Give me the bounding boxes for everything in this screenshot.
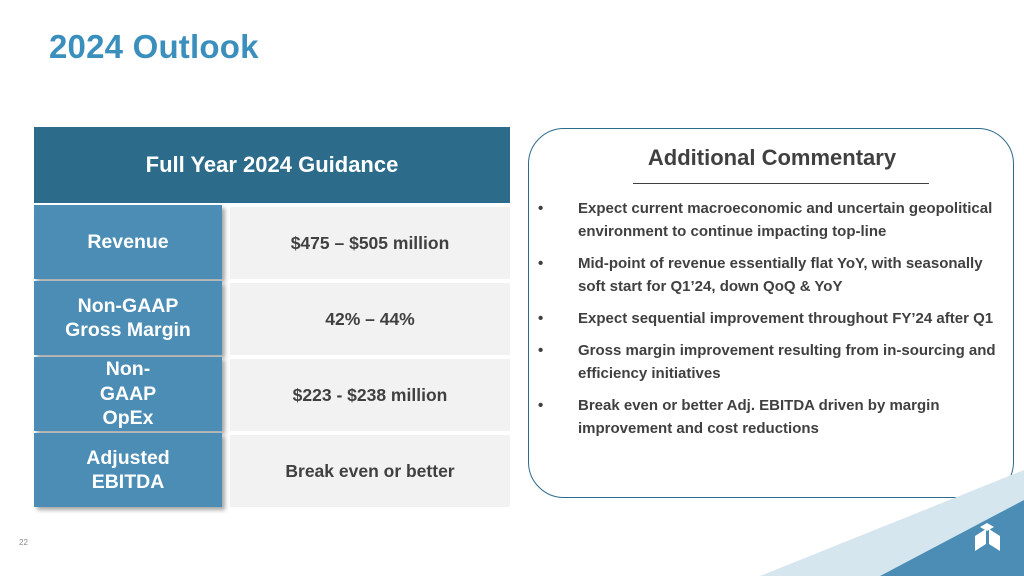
commentary-divider — [633, 183, 929, 184]
list-item — [529, 197, 1015, 243]
list-item — [529, 252, 1015, 298]
bullet-icon: • — [538, 255, 544, 272]
list-item-text: Mid-point of revenue essentially flat YoY, with seasonally soft start for Q1’24, down QoQ & YoY — [578, 255, 983, 295]
guidance-row-adjusted-ebitda — [34, 433, 510, 507]
guidance-label: Non-GAAP Gross Margin — [34, 281, 222, 355]
commentary-panel — [528, 128, 1014, 498]
list-item — [529, 339, 1015, 385]
bullet-icon: • — [538, 310, 544, 327]
list-item-text: Expect current macroeconomic and uncertain geopolitical environment to continue impacting top-line — [578, 200, 993, 240]
guidance-row-opex — [34, 357, 510, 431]
list-item-text: Expect sequential improvement throughout FY’24 after Q1 — [578, 310, 994, 327]
bullet-icon: • — [538, 342, 544, 359]
list-item — [529, 307, 1015, 330]
page-number: 22 — [19, 538, 28, 547]
page-title: 2024 Outlook — [49, 28, 259, 65]
guidance-value: Break even or better — [230, 435, 510, 507]
guidance-value: $223 - $238 million — [230, 359, 510, 431]
list-item-text: Gross margin improvement resulting from in-sourcing and efficiency initiatives — [578, 342, 996, 382]
guidance-row-gross-margin — [34, 281, 510, 355]
bullet-icon: • — [538, 397, 544, 414]
commentary-title: Additional Commentary — [647, 145, 897, 170]
list-item-text: Break even or better Adj. EBITDA driven by margin improvement and cost reductions — [578, 397, 940, 437]
guidance-label: Non-GAAP OpEx — [34, 357, 222, 431]
guidance-table — [34, 127, 510, 510]
guidance-row-revenue — [34, 205, 510, 279]
list-item — [529, 394, 1015, 440]
guidance-value: 42% – 44% — [230, 283, 510, 355]
bullet-icon: • — [538, 200, 544, 217]
guidance-label: Adjusted EBITDA — [34, 433, 222, 507]
guidance-header: Full Year 2024 Guidance — [34, 127, 510, 203]
corner-dark-shape — [880, 500, 1024, 576]
commentary-list — [529, 197, 1015, 449]
guidance-label: Revenue — [34, 205, 222, 279]
company-logo-icon — [975, 523, 1000, 551]
guidance-value: $475 – $505 million — [230, 207, 510, 279]
